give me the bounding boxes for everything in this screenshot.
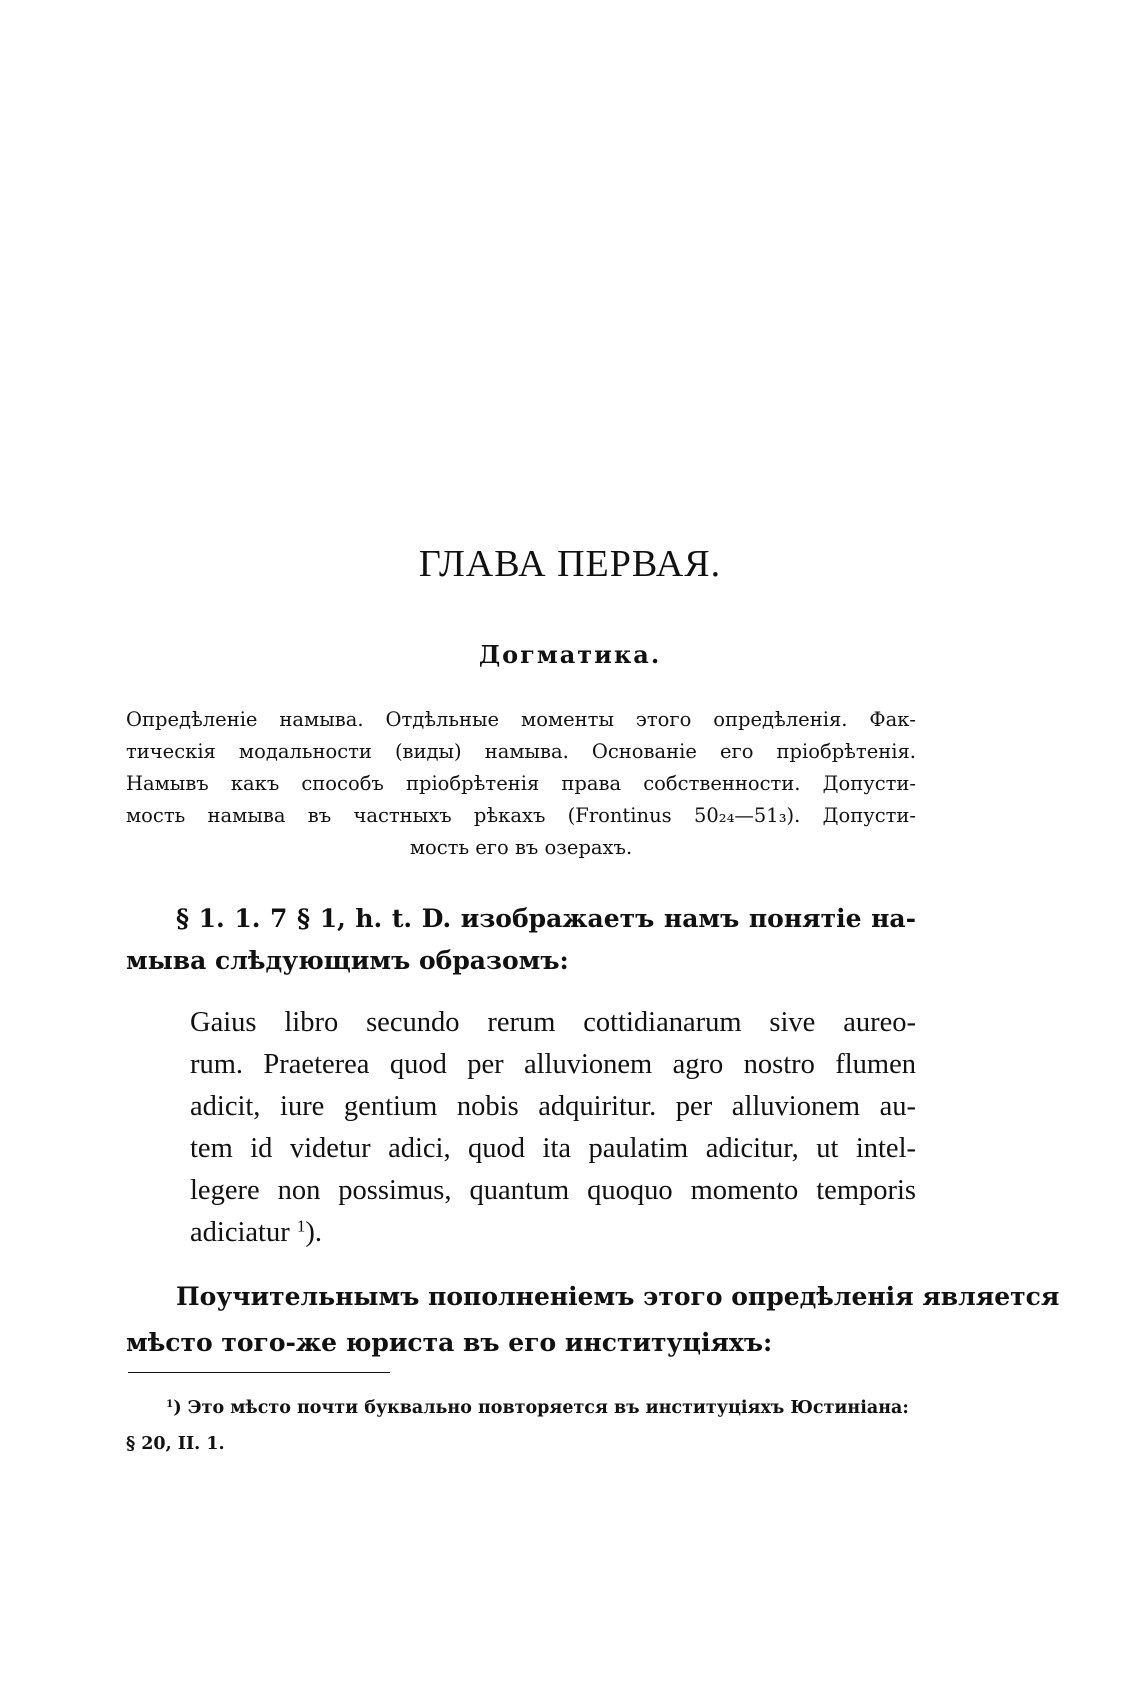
- footnote-marker-suffix: ): [173, 1398, 182, 1418]
- summary-line: Опредѣленіе намыва. Отдѣльные моменты этого опредѣленія. Фак-: [126, 708, 916, 731]
- summary-line: мость намыва въ частныхъ рѣкахъ (Frontinus 50₂₄—51₃). Допусти-: [126, 804, 916, 827]
- continuation-paragraph: [126, 1274, 1060, 1366]
- chapter-title: ГЛАВА ПЕРВАЯ.: [418, 543, 722, 585]
- footnote-marker: 1: [166, 1398, 174, 1411]
- footnote-line: § 20, II. 1.: [126, 1434, 225, 1454]
- chapter-summary: [126, 704, 916, 864]
- quotation-line-last: [190, 1212, 916, 1254]
- paragraph-line: § 1. 1. 7 § 1, h. t. D. изображаетъ намъ понятіе на-: [176, 904, 916, 933]
- footnote: [126, 1390, 916, 1462]
- quotation-text: adiciatur: [190, 1217, 290, 1248]
- paragraph-line: мѣсто того-же юриста въ его институціяхъ:: [126, 1328, 773, 1357]
- latin-quotation: [190, 1002, 916, 1254]
- section-title: Догматика.: [478, 640, 662, 669]
- quotation-closing: ).: [305, 1217, 322, 1248]
- summary-line: мость его въ озерахъ.: [409, 836, 633, 859]
- quotation-line: legere non possimus, quantum quoquo momento temporis: [190, 1175, 916, 1206]
- footnote-text: Это мѣсто почти буквально повторяется въ институціяхъ Юстиніана:: [181, 1398, 909, 1418]
- footnote-divider: [128, 1372, 390, 1373]
- summary-line: Намывъ какъ способъ пріобрѣтенія права собственности. Допусти-: [126, 772, 916, 795]
- paragraph-line: Поучительнымъ пополненіемъ этого опредѣленія является: [176, 1282, 1060, 1311]
- footnote-line: [126, 1390, 916, 1426]
- paragraph-line: мыва слѣдующимъ образомъ:: [126, 946, 569, 975]
- quotation-line: adicit, iure gentium nobis adquiritur. per alluvionem au-: [190, 1091, 916, 1122]
- quotation-line: rum. Praeterea quod per alluvionem agro nostro flumen: [190, 1049, 916, 1080]
- quotation-line: Gaius libro secundo rerum cottidianarum sive aureo-: [190, 1007, 916, 1038]
- footnote-reference[interactable]: 1: [296, 1216, 306, 1236]
- quotation-line: tem id videtur adici, quod ita paulatim adicitur, ut intel-: [190, 1133, 916, 1164]
- summary-line: тическія модальности (виды) намыва. Основаніе его пріобрѣтенія.: [126, 740, 916, 763]
- intro-paragraph: [126, 898, 916, 982]
